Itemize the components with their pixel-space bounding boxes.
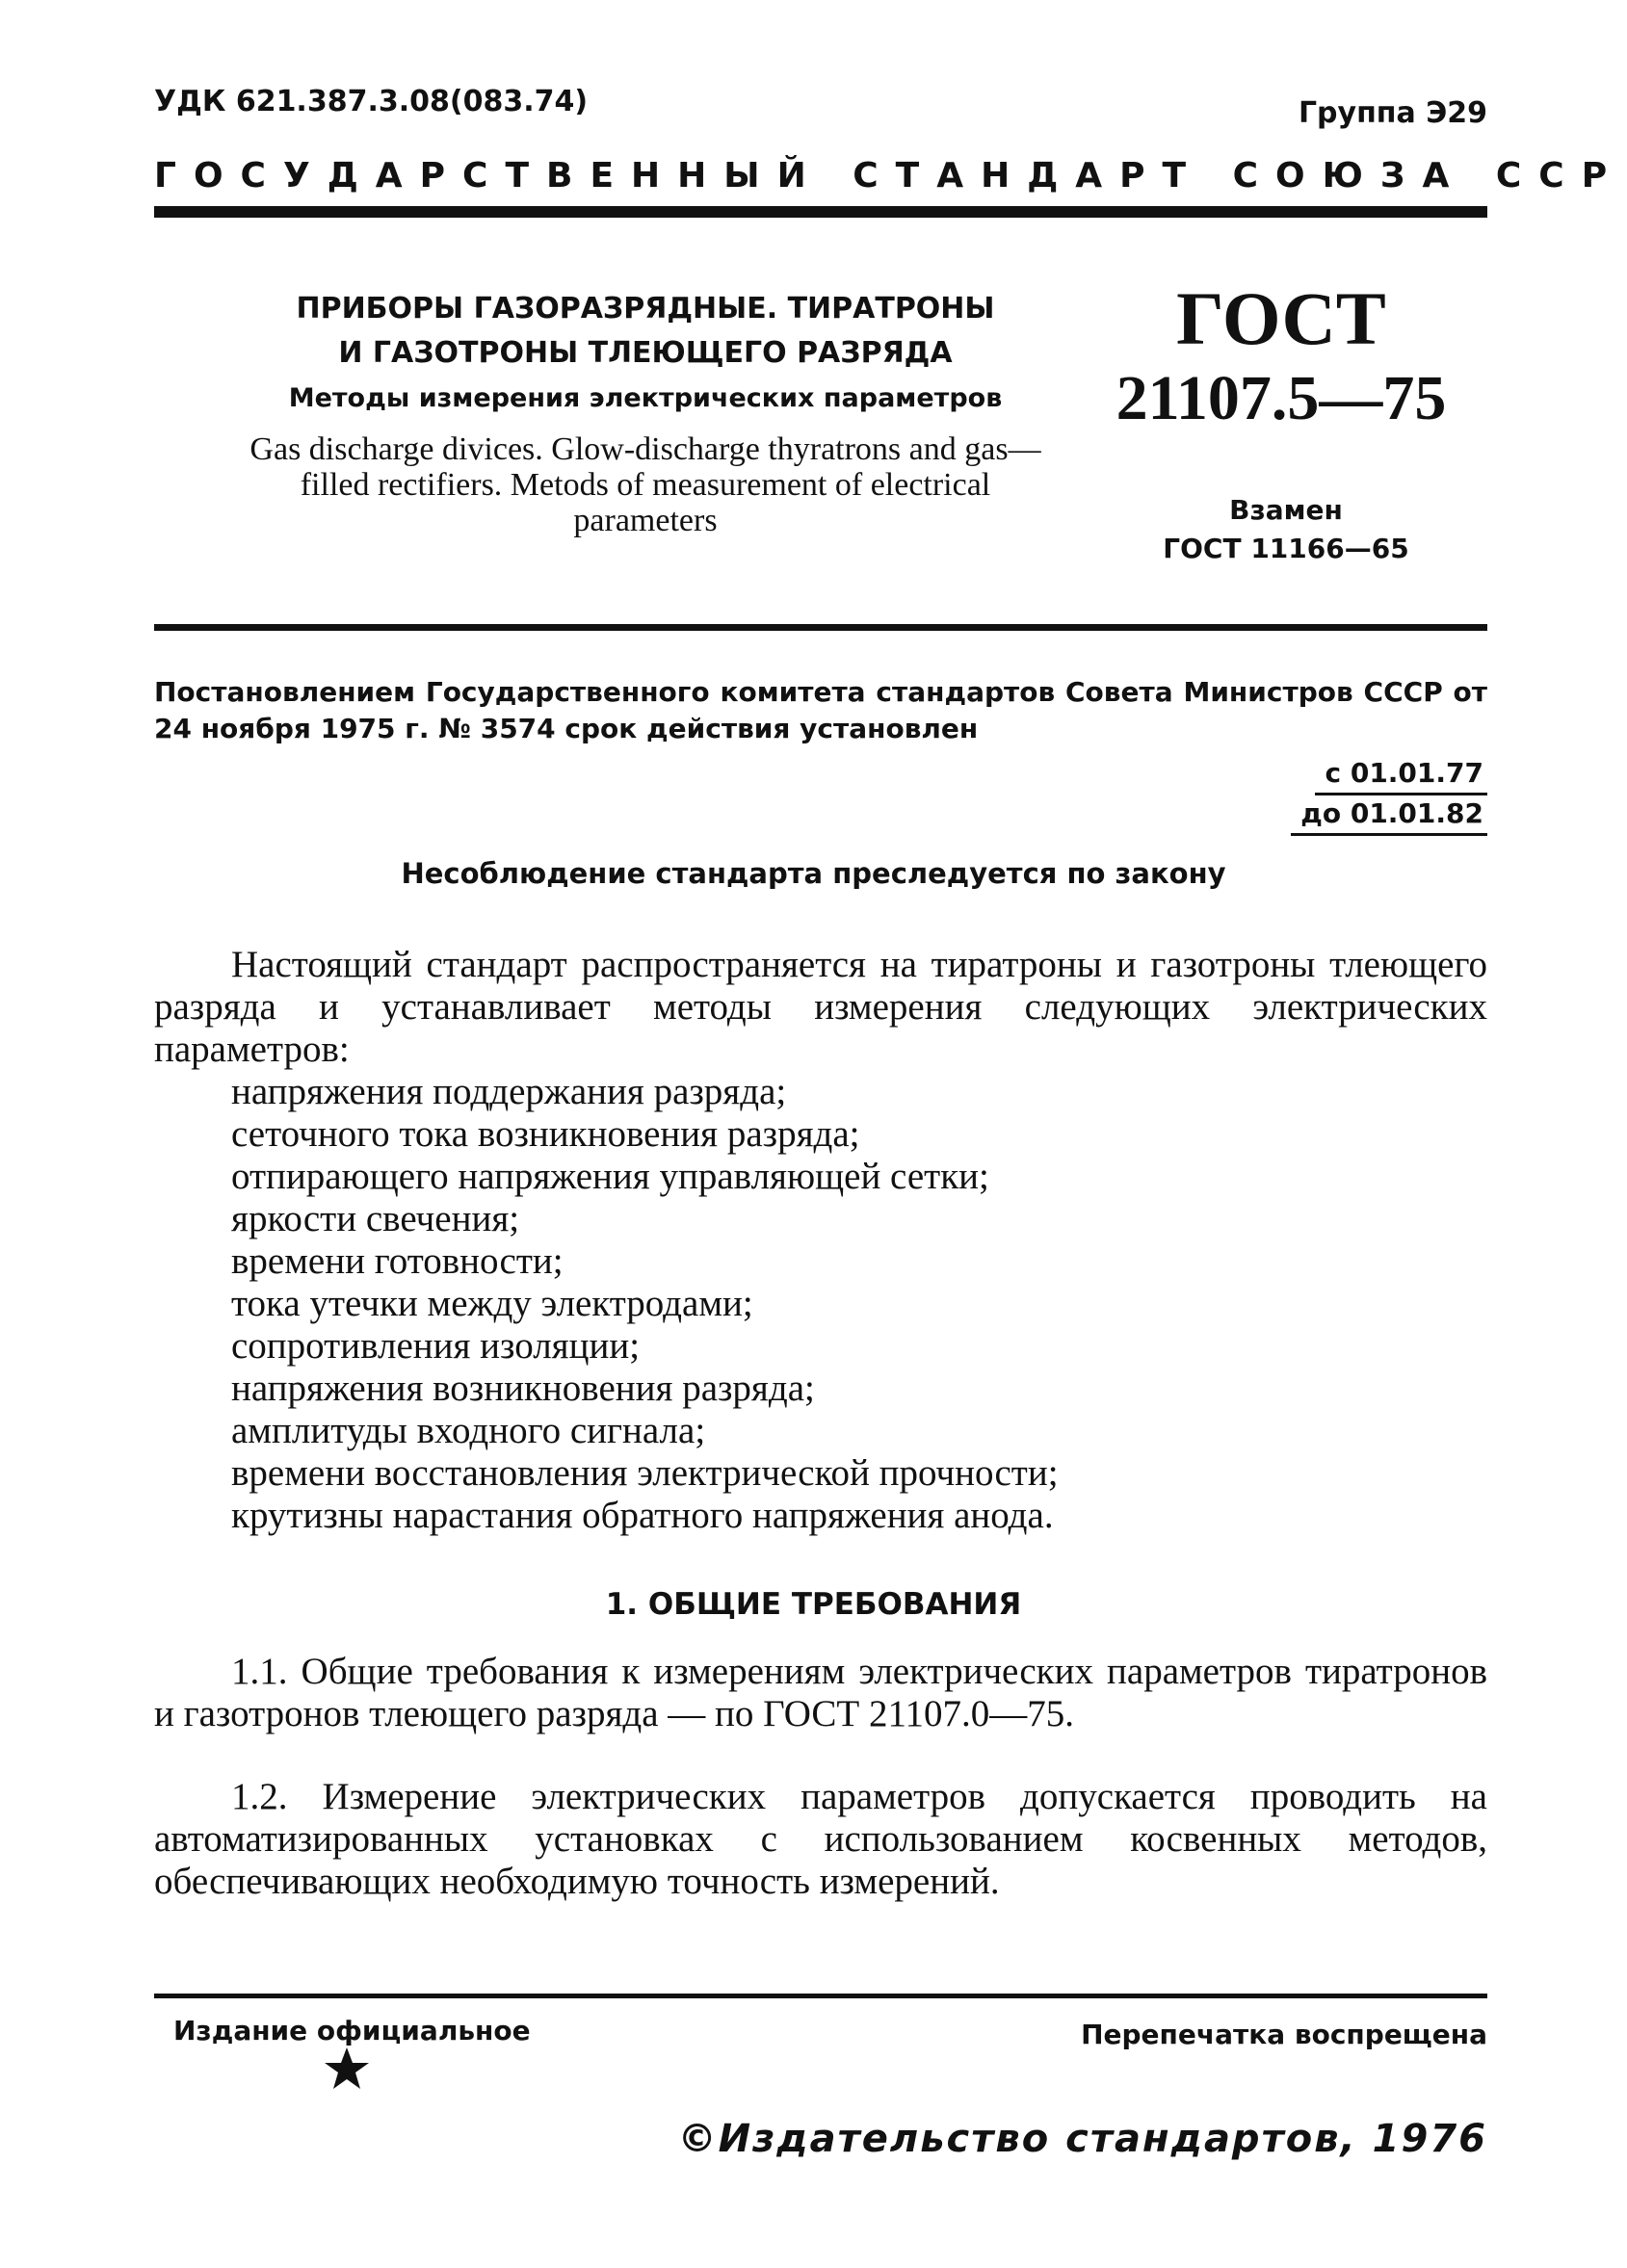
law-note: Несоблюдение стандарта преследуется по закону (401, 857, 1226, 890)
list-item: крутизны нарастания обратного напряжения анода. (231, 1495, 1054, 1536)
bottom-divider (154, 1994, 1487, 1998)
list-item: напряжения возникновения разряда; (231, 1368, 815, 1409)
list-item: сеточного тока возникновения разряда; (231, 1113, 860, 1155)
parameter-list (231, 1071, 1059, 1537)
replaces-label: Взамен (1229, 494, 1343, 526)
valid-from-date: с 01.01.77 (1315, 757, 1487, 795)
list-item: тока утечки между электродами; (231, 1283, 753, 1324)
title-line-2: И ГАЗОТРОНЫ ТЛЕЮЩЕГО РАЗРЯДА (338, 336, 953, 370)
state-standard-banner: ГОСУДАРСТВЕННЫЙ СТАНДАРТ СОЮЗА ССР (154, 156, 1625, 196)
copyright-notice: ©Издательство стандартов, 1976 (677, 2117, 1487, 2161)
list-item: отпирающего напряжения управляющей сетки; (231, 1156, 989, 1197)
gost-designation (1089, 277, 1474, 437)
paragraph-1-2: 1.2. Измерение электрических параметров допускается проводить на автоматизированных установках с использованием косвенных методов, обеспечивающих необходимую точность измерений. (154, 1776, 1487, 1902)
udk-code: УДК 621.387.3.08(083.74) (154, 85, 589, 118)
gost-number: 21107.5—75 (1115, 363, 1447, 433)
gost-label: ГОСТ (1176, 276, 1386, 360)
list-item: времени готовности; (231, 1240, 564, 1282)
title-english: Gas discharge divices. Glow-discharge thyratrons and gas—filled rectifiers. Metods of measurement of electrical parameters (249, 431, 1041, 538)
group-code: Группа Э29 (1298, 96, 1487, 130)
paragraph-1-1: 1.1. Общие требования к измерениям электрических параметров тиратронов и газотронов тлеющего разряда — по ГОСТ 21107.0—75. (154, 1651, 1487, 1734)
title-subtitle: Методы измерения электрических параметров (288, 383, 1003, 413)
list-item: сопротивления изоляции; (231, 1325, 641, 1367)
title-line-1: ПРИБОРЫ ГАЗОРАЗРЯДНЫЕ. ТИРАТРОНЫ (296, 292, 995, 326)
list-item: напряжения поддержания разряда; (231, 1071, 787, 1112)
top-divider (154, 206, 1487, 218)
star-icon (324, 2046, 370, 2092)
list-item: яркости свечения; (231, 1198, 520, 1239)
middle-divider (154, 624, 1487, 631)
replaces-standard: ГОСТ 11166—65 (1163, 533, 1409, 564)
list-item: амплитуды входного сигнала; (231, 1410, 706, 1451)
reprint-prohibited-label: Перепечатка воспрещена (1081, 2019, 1487, 2050)
replaces-block (1122, 491, 1450, 568)
intro-paragraph: Настоящий стандарт распространяется на тиратроны и газотроны тлеющего разряда и устанавливает методы измерения следующих электрических параметров: (154, 944, 1487, 1070)
valid-to-date: до 01.01.82 (1291, 797, 1487, 836)
title-block (231, 287, 1060, 538)
list-item: времени восстановления электрической прочности; (231, 1452, 1059, 1494)
decree-text: Постановлением Государственного комитета стандартов Совета Министров СССР от 24 ноября 1975 г. № 3574 срок действия установлен (154, 676, 1487, 744)
section-heading: 1. ОБЩИЕ ТРЕБОВАНИЯ (605, 1587, 1022, 1622)
official-edition-label: Издание официальное (173, 2015, 531, 2046)
